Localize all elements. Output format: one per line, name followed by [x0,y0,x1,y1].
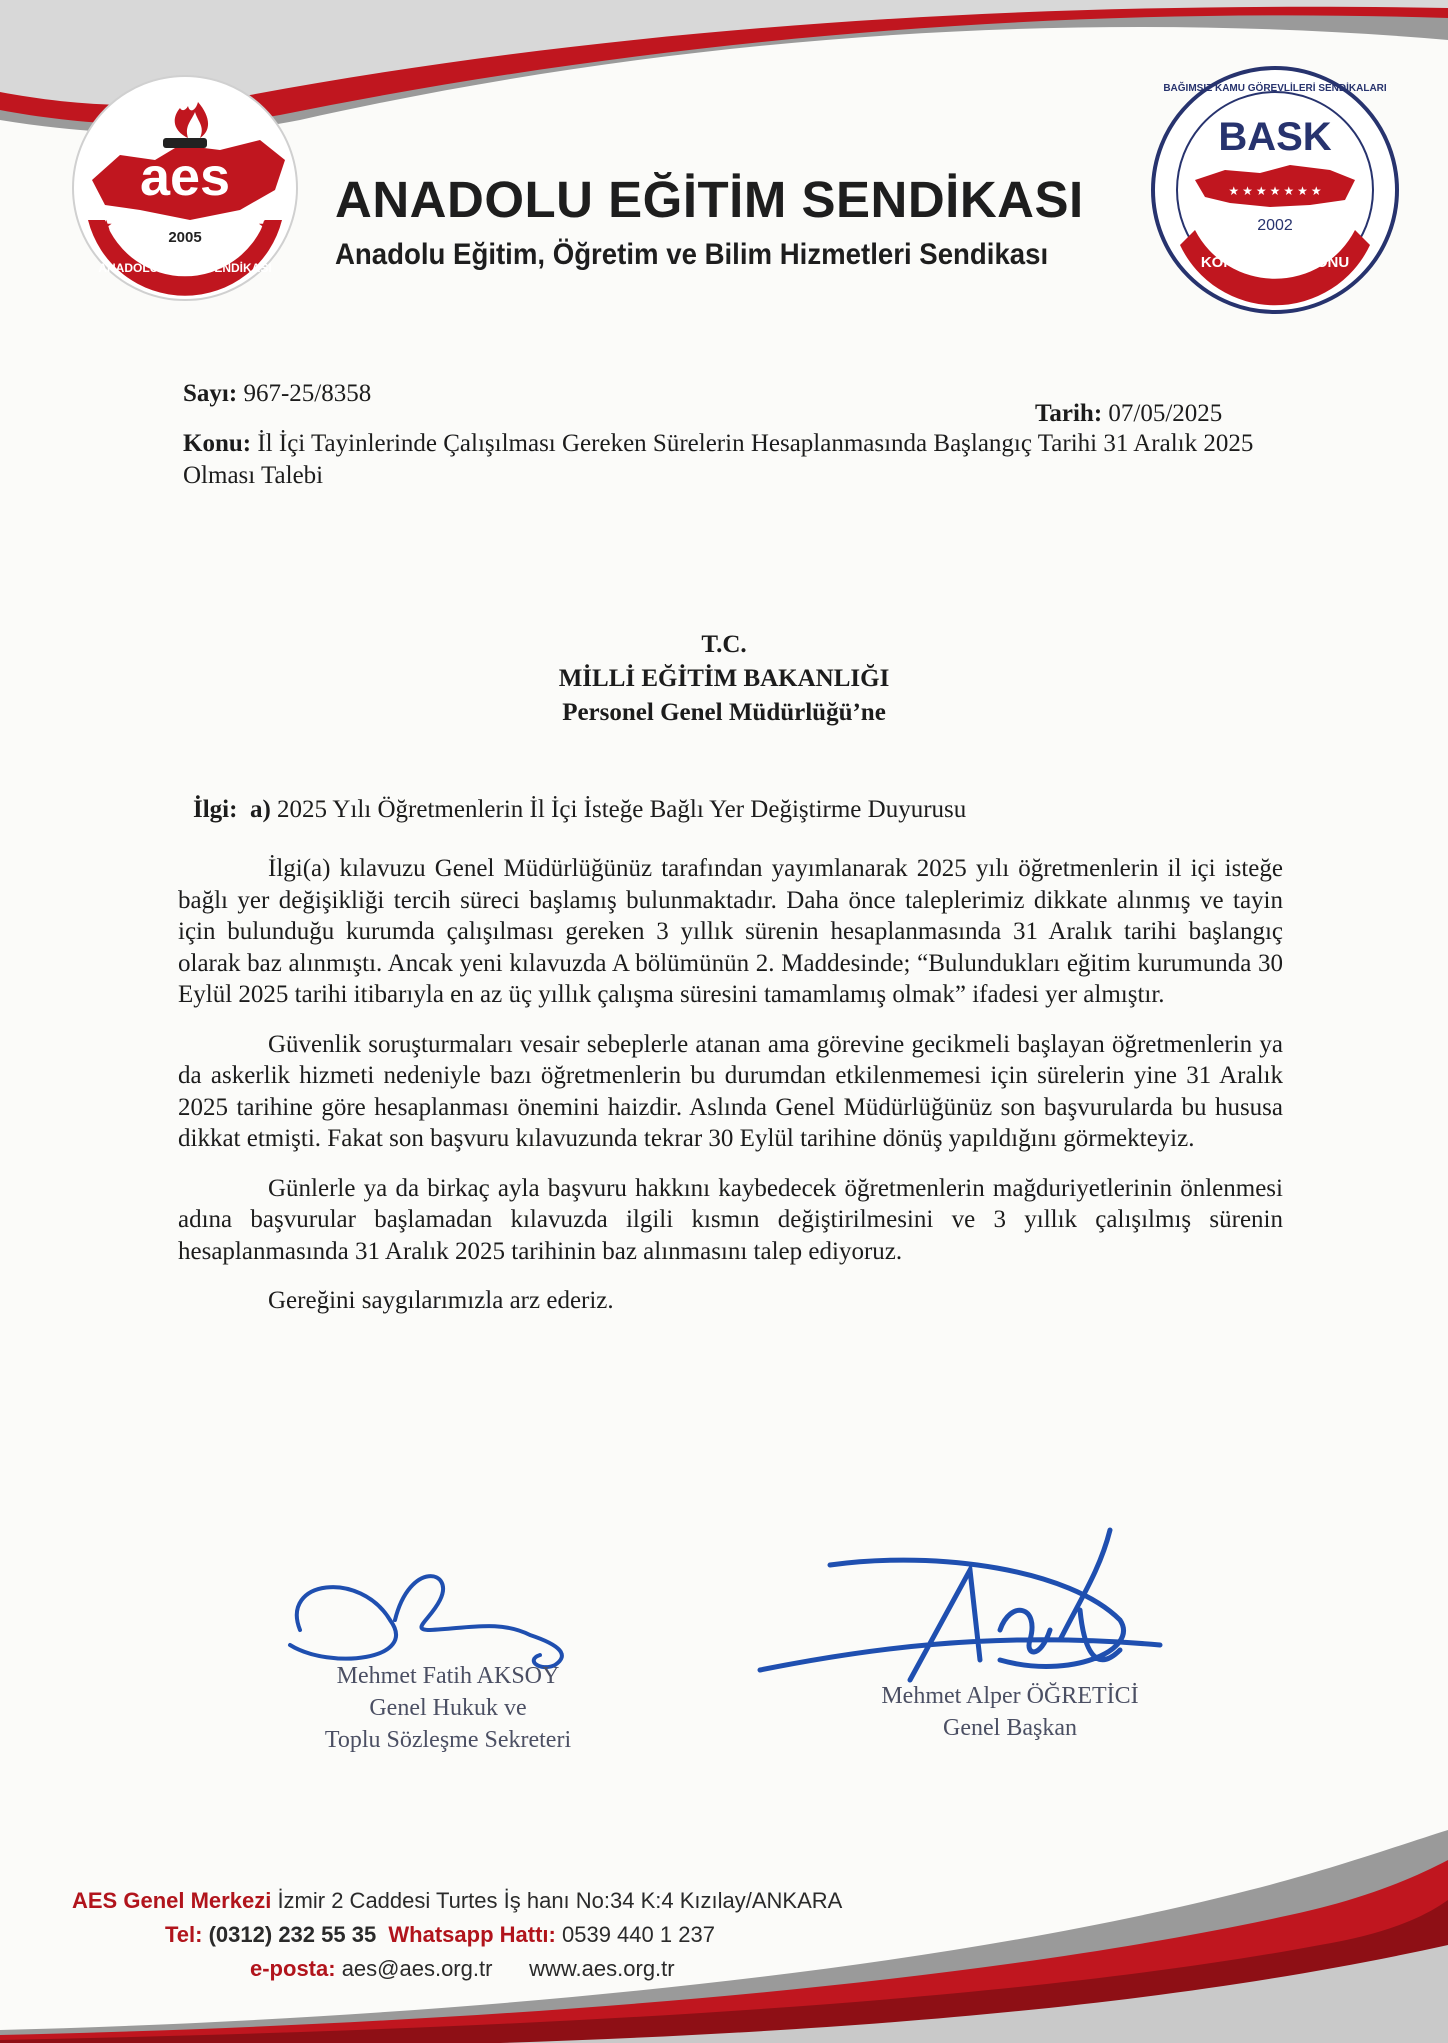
addressee-line-3: Personel Genel Müdürlüğü’ne [562,699,886,726]
bask-logo-ring-top: BAĞIMSIZ KAMU GÖREVLİLERİ SENDİKALARI [1163,83,1387,94]
ilgi-item-text: 2025 Yılı Öğretmenlerin İl İçi İsteğe Bağlı Yer Değiştirme Duyurusu [277,796,967,823]
website: www.aes.org.tr [529,1956,675,1981]
closing-line: Gereğini saygılarımızla arz ederiz. [268,1287,614,1314]
footer-address [72,1888,842,1914]
signer-right-title: Genel Başkan [943,1715,1077,1741]
body-paragraph: Günlerle ya da birkaç ayla başvuru hakkını kaybedecek öğretmenlerin mağduriyetlerinin önlenmesi adına başvurular başlamadan kılavuzda ilgili kısmın değiştirilmesini ve 3 yıllık çalışılmış sürenin hesaplanmasında 31 Aralık 2025 tarihinin baz alınmasını talep ediyoruz. [178,1174,1283,1265]
svg-text:★ ★ ★ ★ ★ ★ ★: ★ ★ ★ ★ ★ ★ ★ [1228,184,1322,198]
document-number [183,380,371,408]
footer-phones [165,1922,715,1948]
whatsapp-label: Whatsapp Hattı: [388,1922,556,1947]
aes-logo-year: 2005 [168,229,202,246]
reference-line [193,796,966,824]
tarih-label: Tarih: [1035,400,1103,427]
svg-text:★: ★ [100,219,113,234]
ilgi-label: İlgi: [193,796,238,823]
letter-body [178,853,1283,1335]
signature-right [830,1680,1190,1744]
body-paragraph: Güvenlik soruşturmaları vesair sebeplerle atanan ama görevine gecikmeli başlayan öğretmenlerin ya da askerlik hizmeti nedeniyle bazı öğretmenlerin bu durumdan etkilenmemesi için sürelerin yine 31 Aralık 2025 tarihine göre hesaplanması önemini haizdir. Aslında Genel Müdürlüğünüz son başvurularda bu hususa dikkat etmişti. Fakat son başvuru kılavuzunda tekrar 30 Eylül tarihine dönüş yapıldığını görmekteyiz. [178,1030,1283,1152]
svg-text:★: ★ [258,219,271,234]
signer-right-name: Mehmet Alper ÖĞRETİCİ [881,1683,1139,1709]
signer-left-title-1: Genel Hukuk ve [369,1695,527,1721]
tel-label: Tel: [165,1922,203,1947]
bask-logo-ring-bottom: KONFEDERASYONU [1200,254,1350,271]
org-name: ANADOLU EĞİTİM SENDİKASI [335,171,1084,228]
aes-logo [60,60,310,310]
document-date [1035,400,1222,428]
addressee-line-1: T.C. [701,631,747,658]
konu-label: Konu: [183,430,252,457]
footer-contact [250,1956,675,1982]
email-label: e-posta: [250,1956,336,1981]
signer-left-title-2: Toplu Sözleşme Sekreteri [324,1727,572,1753]
tel-value: (0312) 232 55 35 [208,1922,377,1947]
signature-left [268,1660,628,1756]
ilgi-item-label: a) [249,796,271,823]
org-subtitle: Anadolu Eğitim, Öğretim ve Bilim Hizmetleri Sendikası [335,238,1049,271]
konu-value: İl İçi Tayinlerinde Çalışılması Gereken Sürelerin Hesaplanmasında Başlangıç Tarihi 31 Aralık 2025 Olması Talebi [183,430,1254,489]
body-paragraph: İlgi(a) kılavuzu Genel Müdürlüğünüz tarafından yayımlanarak 2025 yılı öğretmenlerin il içi isteğe bağlı yer değişikliği tercih süreci başlamış bulunmaktadır. Daha önce taleplerimiz dikkate alınmış ve tayin için bulunduğu kurumda çalışılması gereken 3 yıllık sürenin hesaplanmasında 31 Aralık tarihi başlangıç olarak baz alınmıştı. Ancak yeni kılavuzda A bölümünün 2. Maddesinde; “Bulundukları eğitim kurumunda 30 Eylül 2025 tarihi itibarıyla en az üç yıllık çalışma süresini tamamlamış olmak” ifadesi yer almıştır. [178,855,1283,1008]
sayi-value: 967-25/8358 [243,380,372,407]
aes-logo-ring-text: ANADOLU EĞİTİM SENDİKASI [98,261,272,275]
sayi-label: Sayı: [183,380,238,407]
document-subject [183,428,1283,492]
tarih-value: 07/05/2025 [1108,400,1223,427]
bask-wordmark: BASK [1218,115,1332,159]
hq-label: AES Genel Merkezi [72,1888,272,1913]
bask-logo [1140,55,1410,325]
whatsapp-value: 0539 440 1 237 [562,1922,715,1947]
hq-address: İzmir 2 Caddesi Turtes İş hanı No:34 K:4 Kızılay/ANKARA [277,1888,843,1913]
bask-logo-year: 2002 [1257,217,1293,234]
addressee-block [0,628,1448,730]
signer-left-name: Mehmet Fatih AKSOY [336,1663,560,1689]
email-value: aes@aes.org.tr [341,1956,493,1981]
aes-wordmark: aes [139,147,231,207]
addressee-line-2: MİLLİ EĞİTİM BAKANLIĞI [558,665,890,692]
